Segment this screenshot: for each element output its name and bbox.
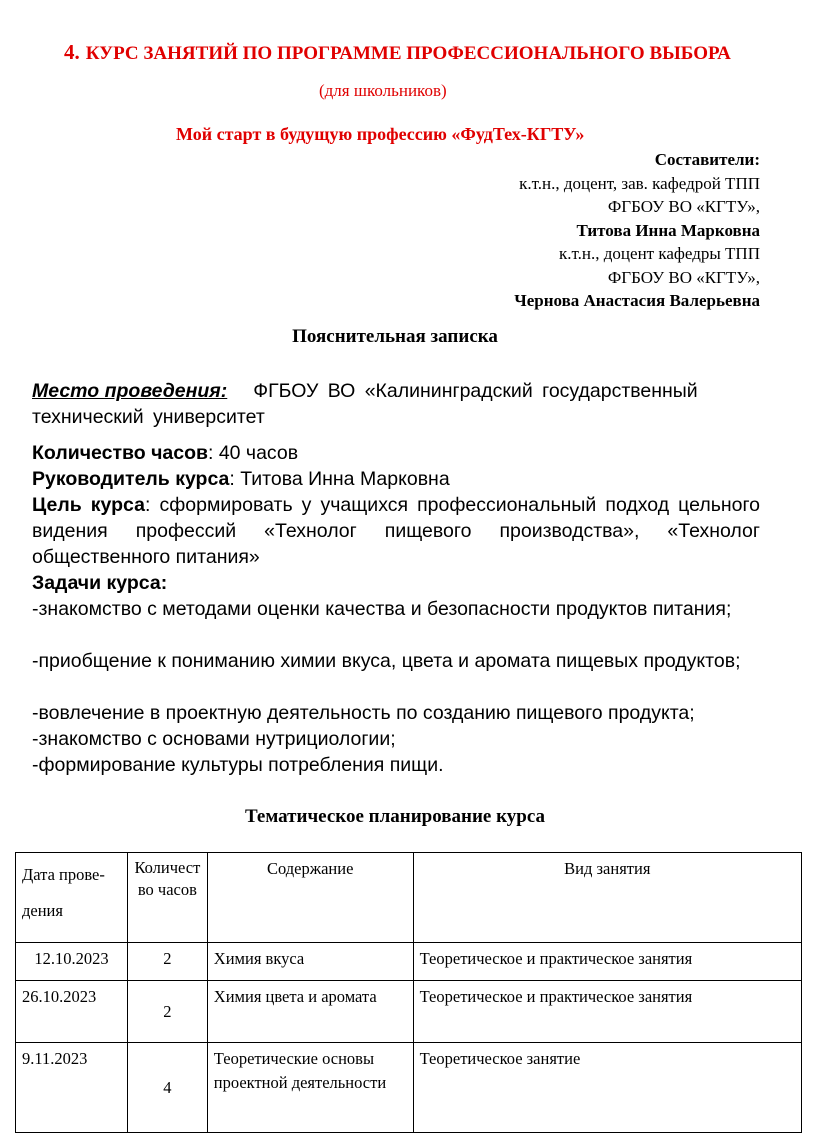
header-type bbox=[413, 853, 801, 943]
author2-org: ФГБОУ ВО «КГТУ», bbox=[607, 267, 760, 287]
header-hours-text: Количество часов bbox=[134, 858, 201, 899]
row-type: Теоретическое занятие bbox=[413, 1043, 801, 1133]
course-audience: (для школьников) bbox=[319, 81, 447, 100]
row-date: 9.11.2023 bbox=[16, 1043, 128, 1133]
leader-paragraph bbox=[32, 466, 760, 492]
course-number: 4. bbox=[64, 40, 80, 64]
author1-position: к.т.н., доцент, зав. кафедрой ТПП bbox=[519, 173, 760, 193]
row-date: 12.10.2023 bbox=[16, 943, 128, 981]
row-content: Химия цвета и аромата bbox=[207, 981, 413, 1043]
header-content bbox=[207, 853, 413, 943]
task-item: -знакомство с методами оценки качества и безопасности продуктов питания; bbox=[32, 598, 732, 620]
table-header-row bbox=[16, 853, 802, 943]
header-date-text: Дата прове-дения bbox=[22, 865, 105, 920]
table-row bbox=[16, 981, 802, 1043]
goal-label: Цель курса bbox=[32, 494, 145, 516]
author1-org: ФГБОУ ВО «КГТУ», bbox=[607, 197, 760, 216]
task-item: -формирование культуры потребления пищи. bbox=[32, 754, 444, 776]
row-hours: 2 bbox=[127, 981, 207, 1043]
leader-value: : Титова Инна Марковна bbox=[229, 468, 450, 490]
row-type: Теоретическое и практическое занятия bbox=[413, 981, 801, 1043]
task-item: -знакомство с основами нутрициологии; bbox=[32, 728, 396, 750]
task-item: -вовлечение в проектную деятельность по созданию пищевого продукта; bbox=[32, 702, 695, 724]
place-label: Место проведения: bbox=[32, 380, 228, 402]
task-item: -приобщение к пониманию химии вкуса, цвета и аромата пищевых продуктов; bbox=[32, 650, 741, 672]
plan-title: Тематическое планирование курса bbox=[244, 806, 546, 827]
row-type: Теоретическое и практическое занятия bbox=[413, 943, 801, 981]
authors-block bbox=[514, 148, 760, 313]
row-content: Теоретические основы проектной деятельности bbox=[207, 1043, 413, 1133]
header-date bbox=[16, 853, 128, 943]
author1-name: Титова Инна Марковна bbox=[576, 220, 760, 240]
place-value: ФГБОУ ВО «Калининградский государственный технический университет bbox=[32, 380, 698, 428]
note-title: Пояснительная записка bbox=[292, 326, 498, 347]
author2-position: к.т.н., доцент кафедры ТПП bbox=[559, 244, 760, 263]
table-row bbox=[16, 943, 802, 981]
course-title: КУРС ЗАНЯТИЙ ПО ПРОГРАММЕ ПРОФЕССИОНАЛЬНОГО ВЫБОРА bbox=[85, 43, 731, 64]
row-hours: 4 bbox=[127, 1043, 207, 1133]
plan-table bbox=[15, 852, 802, 1133]
row-hours: 2 bbox=[127, 943, 207, 981]
hours-value: : 40 часов bbox=[207, 442, 299, 464]
authors-label: Составители: bbox=[654, 150, 760, 169]
place-paragraph bbox=[32, 378, 760, 430]
author2-name: Чернова Анастасия Валерьевна bbox=[514, 291, 760, 310]
goal-paragraph bbox=[32, 492, 760, 570]
row-content: Химия вкуса bbox=[207, 943, 413, 981]
goal-value: : сформировать у учащихся профессиональный подход цельного видения профессий «Технолог пищевого производства», «Технолог общественного питания» bbox=[32, 494, 760, 568]
header-hours bbox=[127, 853, 207, 943]
leader-label: Руководитель курса bbox=[32, 468, 230, 490]
table-row bbox=[16, 1043, 802, 1133]
row-date: 26.10.2023 bbox=[16, 981, 128, 1043]
hours-paragraph bbox=[32, 440, 760, 466]
header-content-text: Содержание bbox=[266, 859, 354, 878]
course-name: Мой старт в будущую профессию «ФудТех-КГТУ» bbox=[176, 124, 585, 144]
header-type-text: Вид занятия bbox=[564, 859, 651, 878]
course-heading bbox=[64, 40, 731, 65]
hours-label: Количество часов bbox=[32, 442, 208, 464]
tasks-label: Задачи курса: bbox=[32, 572, 168, 594]
